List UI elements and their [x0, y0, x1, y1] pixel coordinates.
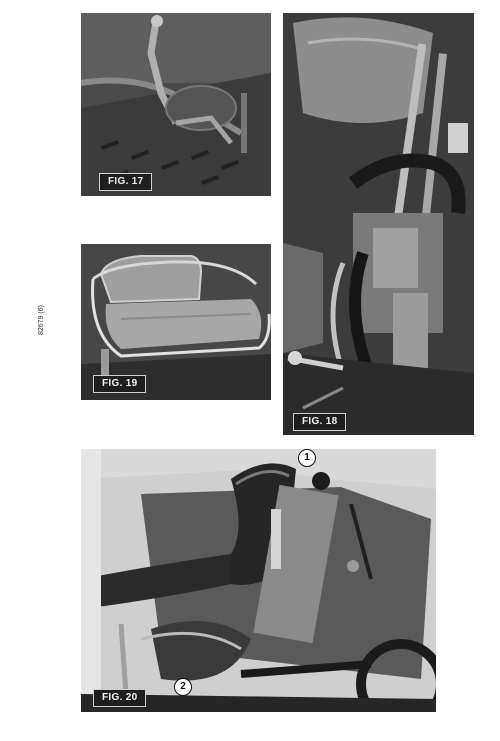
fig-20-image [81, 449, 436, 712]
callout-1: 1 [298, 449, 316, 467]
fig-19-label: FIG. 19 [93, 375, 146, 393]
fig-19-photo [81, 244, 271, 400]
fig-18-label: FIG. 18 [293, 413, 346, 431]
callout-2: 2 [174, 678, 192, 696]
fig-17-image [81, 13, 271, 196]
fig-20-photo [81, 449, 436, 712]
fig-17-label: FIG. 17 [99, 173, 152, 191]
fig-18-photo [283, 13, 474, 435]
document-reference-code: 82679 (6) [38, 305, 45, 335]
fig-18-image [283, 13, 474, 435]
fig-17-photo [81, 13, 271, 196]
fig-20-label: FIG. 20 [93, 689, 146, 707]
